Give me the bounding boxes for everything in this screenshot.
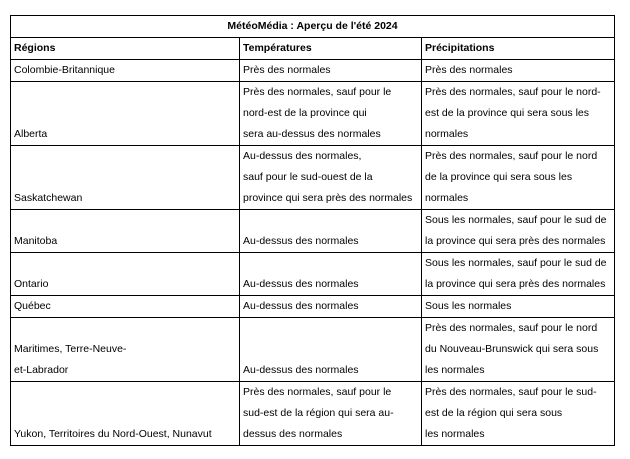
region-cell-line: Colombie-Britannique: [14, 64, 115, 76]
region-cell-line: Manitoba: [14, 235, 58, 247]
precipitation-cell: [422, 253, 615, 296]
temperature-cell-line: dessus des normales: [243, 428, 343, 440]
temperature-cell-line: Au-dessus des normales: [243, 364, 359, 376]
temperature-cell: [240, 382, 422, 446]
temperature-cell-line: Au-dessus des normales: [243, 235, 359, 247]
precipitation-cell-line: de la province qui sera sous les: [425, 171, 573, 183]
temperature-cell-line: sauf pour le sud-ouest de la: [243, 171, 373, 183]
region-cell-line: Québec: [14, 300, 51, 312]
region-cell: [11, 146, 240, 210]
precipitation-cell-line: Près des normales, sauf pour le nord: [425, 150, 598, 162]
region-cell: [11, 253, 240, 296]
precipitation-cell: [422, 146, 615, 210]
precipitation-cell-line: la province qui sera près des normales: [425, 278, 606, 290]
temperature-cell: [240, 60, 422, 82]
table-row: [11, 82, 615, 146]
temperature-cell-line: province qui sera près des normales: [243, 192, 413, 204]
header-row: [11, 38, 615, 60]
temperature-cell: [240, 210, 422, 253]
precipitation-cell: [422, 60, 615, 82]
region-cell: [11, 382, 240, 446]
precipitation-cell: [422, 382, 615, 446]
region-cell-line: Maritimes, Terre-Neuve-: [14, 343, 127, 355]
precipitation-cell-line: est de la province qui sera sous les: [425, 107, 590, 119]
precipitation-cell-line: Sous les normales, sauf pour le sud de: [425, 214, 607, 226]
precipitation-cell-line: les normales: [425, 364, 485, 376]
region-cell-line: Ontario: [14, 278, 49, 290]
precipitation-cell-line: normales: [425, 128, 469, 140]
header-precipitations: Précipitations: [422, 38, 615, 60]
temperature-cell-line: Près des normales, sauf pour le: [243, 86, 392, 98]
region-cell-line: et-Labrador: [14, 364, 69, 376]
table-row: [11, 296, 615, 318]
region-cell-line: Saskatchewan: [14, 192, 83, 204]
temperature-cell: [240, 318, 422, 382]
temperature-cell: [240, 253, 422, 296]
precipitation-cell-line: Près des normales, sauf pour le nord: [425, 322, 598, 334]
precipitation-cell-line: Près des normales, sauf pour le nord-: [425, 86, 601, 98]
table-row: [11, 146, 615, 210]
temperature-cell-line: Au-dessus des normales,: [243, 150, 362, 162]
table-title: MétéoMédia : Aperçu de l'été 2024: [11, 16, 615, 38]
temperature-cell: [240, 296, 422, 318]
temperature-cell-line: sera au-dessus des normales: [243, 128, 381, 140]
region-cell: [11, 296, 240, 318]
region-cell-line: Alberta: [14, 128, 48, 140]
temperature-cell-line: nord-est de la province qui: [243, 107, 367, 119]
summer-outlook-table: [10, 15, 615, 446]
precipitation-cell: [422, 318, 615, 382]
region-cell: [11, 318, 240, 382]
header-regions: Régions: [11, 38, 240, 60]
temperature-cell-line: sud-est de la région qui sera au-: [243, 407, 394, 419]
header-temperatures: Températures: [240, 38, 422, 60]
region-cell: [11, 210, 240, 253]
table-row: [11, 253, 615, 296]
temperature-cell-line: Au-dessus des normales: [243, 300, 359, 312]
temperature-cell: [240, 146, 422, 210]
precipitation-cell: [422, 296, 615, 318]
table-body: [11, 60, 615, 446]
precipitation-cell-line: est de la région qui sera sous: [425, 407, 563, 419]
region-cell: [11, 82, 240, 146]
precipitation-cell-line: les normales: [425, 428, 485, 440]
precipitation-cell: [422, 82, 615, 146]
temperature-cell-line: Près des normales: [243, 64, 331, 76]
temperature-cell-line: Près des normales, sauf pour le: [243, 386, 392, 398]
table-row: [11, 210, 615, 253]
precipitation-cell-line: du Nouveau-Brunswick qui sera sous: [425, 343, 599, 355]
precipitation-cell-line: Sous les normales, sauf pour le sud de: [425, 257, 607, 269]
temperature-cell-line: Au-dessus des normales: [243, 278, 359, 290]
table-row: [11, 60, 615, 82]
temperature-cell: [240, 82, 422, 146]
precipitation-cell-line: Sous les normales: [425, 300, 512, 312]
region-cell: [11, 60, 240, 82]
precipitation-cell-line: Près des normales: [425, 64, 513, 76]
precipitation-cell-line: normales: [425, 192, 469, 204]
precipitation-cell-line: Près des normales, sauf pour le sud-: [425, 386, 597, 398]
precipitation-cell: [422, 210, 615, 253]
table-row: [11, 382, 615, 446]
table-row: [11, 318, 615, 382]
region-cell-line: Yukon, Territoires du Nord-Ouest, Nunavut: [14, 428, 212, 440]
title-row: [11, 16, 615, 38]
precipitation-cell-line: la province qui sera près des normales: [425, 235, 606, 247]
